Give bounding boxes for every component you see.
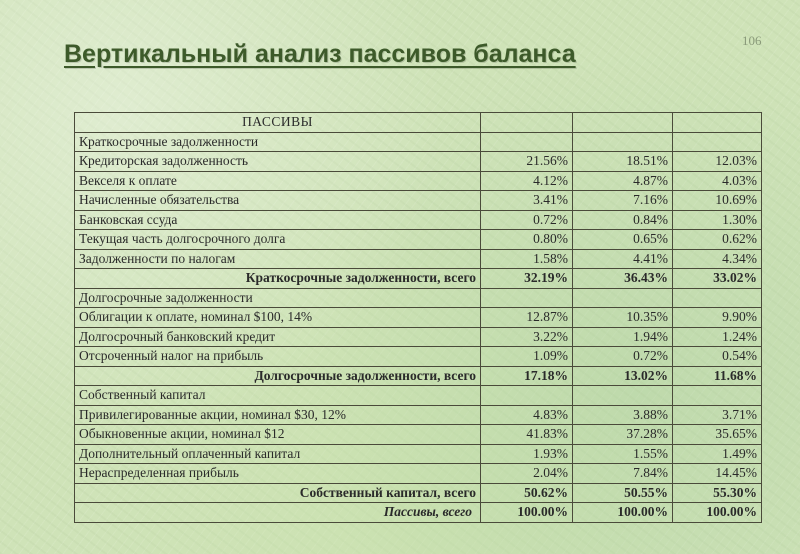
value-cell: 4.87%: [573, 171, 673, 191]
table-row: [75, 327, 762, 347]
empty-cell: [673, 386, 762, 406]
value-cell: 14.45%: [673, 464, 762, 484]
value-cell: 2.04%: [481, 464, 573, 484]
row-label: Краткосрочные задолженности: [75, 132, 481, 152]
value-cell: 21.56%: [481, 152, 573, 172]
value-cell: 100.00%: [481, 503, 573, 523]
value-cell: 32.19%: [481, 269, 573, 289]
row-label: Собственный капитал, всего: [75, 483, 481, 503]
value-cell: 0.62%: [673, 230, 762, 250]
value-cell: 12.87%: [481, 308, 573, 328]
value-cell: 55.30%: [673, 483, 762, 503]
subtotal-row: [75, 269, 762, 289]
row-label: Векселя к оплате: [75, 171, 481, 191]
value-cell: 50.55%: [573, 483, 673, 503]
section-header-row: [75, 386, 762, 406]
value-cell: 10.35%: [573, 308, 673, 328]
empty-cell: [673, 288, 762, 308]
table-row: [75, 191, 762, 211]
liabilities-table: [74, 112, 762, 523]
value-cell: 4.34%: [673, 249, 762, 269]
header-empty-cell: [573, 113, 673, 133]
value-cell: 33.02%: [673, 269, 762, 289]
value-cell: 100.00%: [573, 503, 673, 523]
value-cell: 13.02%: [573, 366, 673, 386]
value-cell: 9.90%: [673, 308, 762, 328]
empty-cell: [481, 132, 573, 152]
table-row: [75, 444, 762, 464]
row-label: Дополнительный оплаченный капитал: [75, 444, 481, 464]
section-header-row: [75, 132, 762, 152]
subtotal-row: [75, 483, 762, 503]
row-label: Отсроченный налог на прибыль: [75, 347, 481, 367]
row-label: Долгосрочный банковский кредит: [75, 327, 481, 347]
value-cell: 0.54%: [673, 347, 762, 367]
page-number: 106: [742, 33, 762, 48]
empty-cell: [573, 288, 673, 308]
empty-cell: [481, 288, 573, 308]
value-cell: 0.84%: [573, 210, 673, 230]
row-label: Привилегированные акции, номинал $30, 12%: [75, 405, 481, 425]
value-cell: 37.28%: [573, 425, 673, 445]
value-cell: 100.00%: [673, 503, 762, 523]
value-cell: 1.49%: [673, 444, 762, 464]
value-cell: 0.65%: [573, 230, 673, 250]
value-cell: 10.69%: [673, 191, 762, 211]
value-cell: 3.22%: [481, 327, 573, 347]
value-cell: 4.41%: [573, 249, 673, 269]
table-row: [75, 464, 762, 484]
row-label: Долгосрочные задолженности: [75, 288, 481, 308]
subtotal-row: [75, 366, 762, 386]
value-cell: 0.72%: [573, 347, 673, 367]
value-cell: 1.24%: [673, 327, 762, 347]
value-cell: 41.83%: [481, 425, 573, 445]
value-cell: 35.65%: [673, 425, 762, 445]
table-row: [75, 171, 762, 191]
slide-title: Вертикальный анализ пассивов баланса: [64, 40, 576, 68]
table-row: [75, 152, 762, 172]
value-cell: 1.58%: [481, 249, 573, 269]
table-body: [75, 113, 762, 523]
value-cell: 18.51%: [573, 152, 673, 172]
value-cell: 1.93%: [481, 444, 573, 464]
value-cell: 1.55%: [573, 444, 673, 464]
row-label: Пассивы, всего: [75, 503, 481, 523]
row-label: Кредиторская задолженность: [75, 152, 481, 172]
value-cell: 3.88%: [573, 405, 673, 425]
row-label: Банковская ссуда: [75, 210, 481, 230]
value-cell: 50.62%: [481, 483, 573, 503]
table-row: [75, 230, 762, 250]
value-cell: 12.03%: [673, 152, 762, 172]
value-cell: 4.83%: [481, 405, 573, 425]
value-cell: 4.03%: [673, 171, 762, 191]
value-cell: 7.84%: [573, 464, 673, 484]
table-row: [75, 405, 762, 425]
value-cell: 36.43%: [573, 269, 673, 289]
row-label: Краткосрочные задолженности, всего: [75, 269, 481, 289]
value-cell: 7.16%: [573, 191, 673, 211]
table-row: [75, 425, 762, 445]
row-label: Задолженности по налогам: [75, 249, 481, 269]
table-header-row: [75, 113, 762, 133]
row-label: Текущая часть долгосрочного долга: [75, 230, 481, 250]
value-cell: 1.30%: [673, 210, 762, 230]
header-empty-cell: [673, 113, 762, 133]
row-label: Обыкновенные акции, номинал $12: [75, 425, 481, 445]
row-label: Долгосрочные задолженности, всего: [75, 366, 481, 386]
row-label: Нераспределенная прибыль: [75, 464, 481, 484]
empty-cell: [573, 386, 673, 406]
header-cell: ПАССИВЫ: [75, 113, 481, 133]
table-row: [75, 308, 762, 328]
empty-cell: [481, 386, 573, 406]
empty-cell: [673, 132, 762, 152]
table-row: [75, 249, 762, 269]
value-cell: 1.09%: [481, 347, 573, 367]
section-header-row: [75, 288, 762, 308]
grand-total-row: [75, 503, 762, 523]
value-cell: 3.71%: [673, 405, 762, 425]
row-label: Начисленные обязательства: [75, 191, 481, 211]
header-empty-cell: [481, 113, 573, 133]
table-row: [75, 210, 762, 230]
empty-cell: [573, 132, 673, 152]
value-cell: 11.68%: [673, 366, 762, 386]
row-label: Облигации к оплате, номинал $100, 14%: [75, 308, 481, 328]
value-cell: 17.18%: [481, 366, 573, 386]
value-cell: 4.12%: [481, 171, 573, 191]
value-cell: 0.80%: [481, 230, 573, 250]
table-row: [75, 347, 762, 367]
value-cell: 3.41%: [481, 191, 573, 211]
value-cell: 0.72%: [481, 210, 573, 230]
row-label: Собственный капитал: [75, 386, 481, 406]
value-cell: 1.94%: [573, 327, 673, 347]
